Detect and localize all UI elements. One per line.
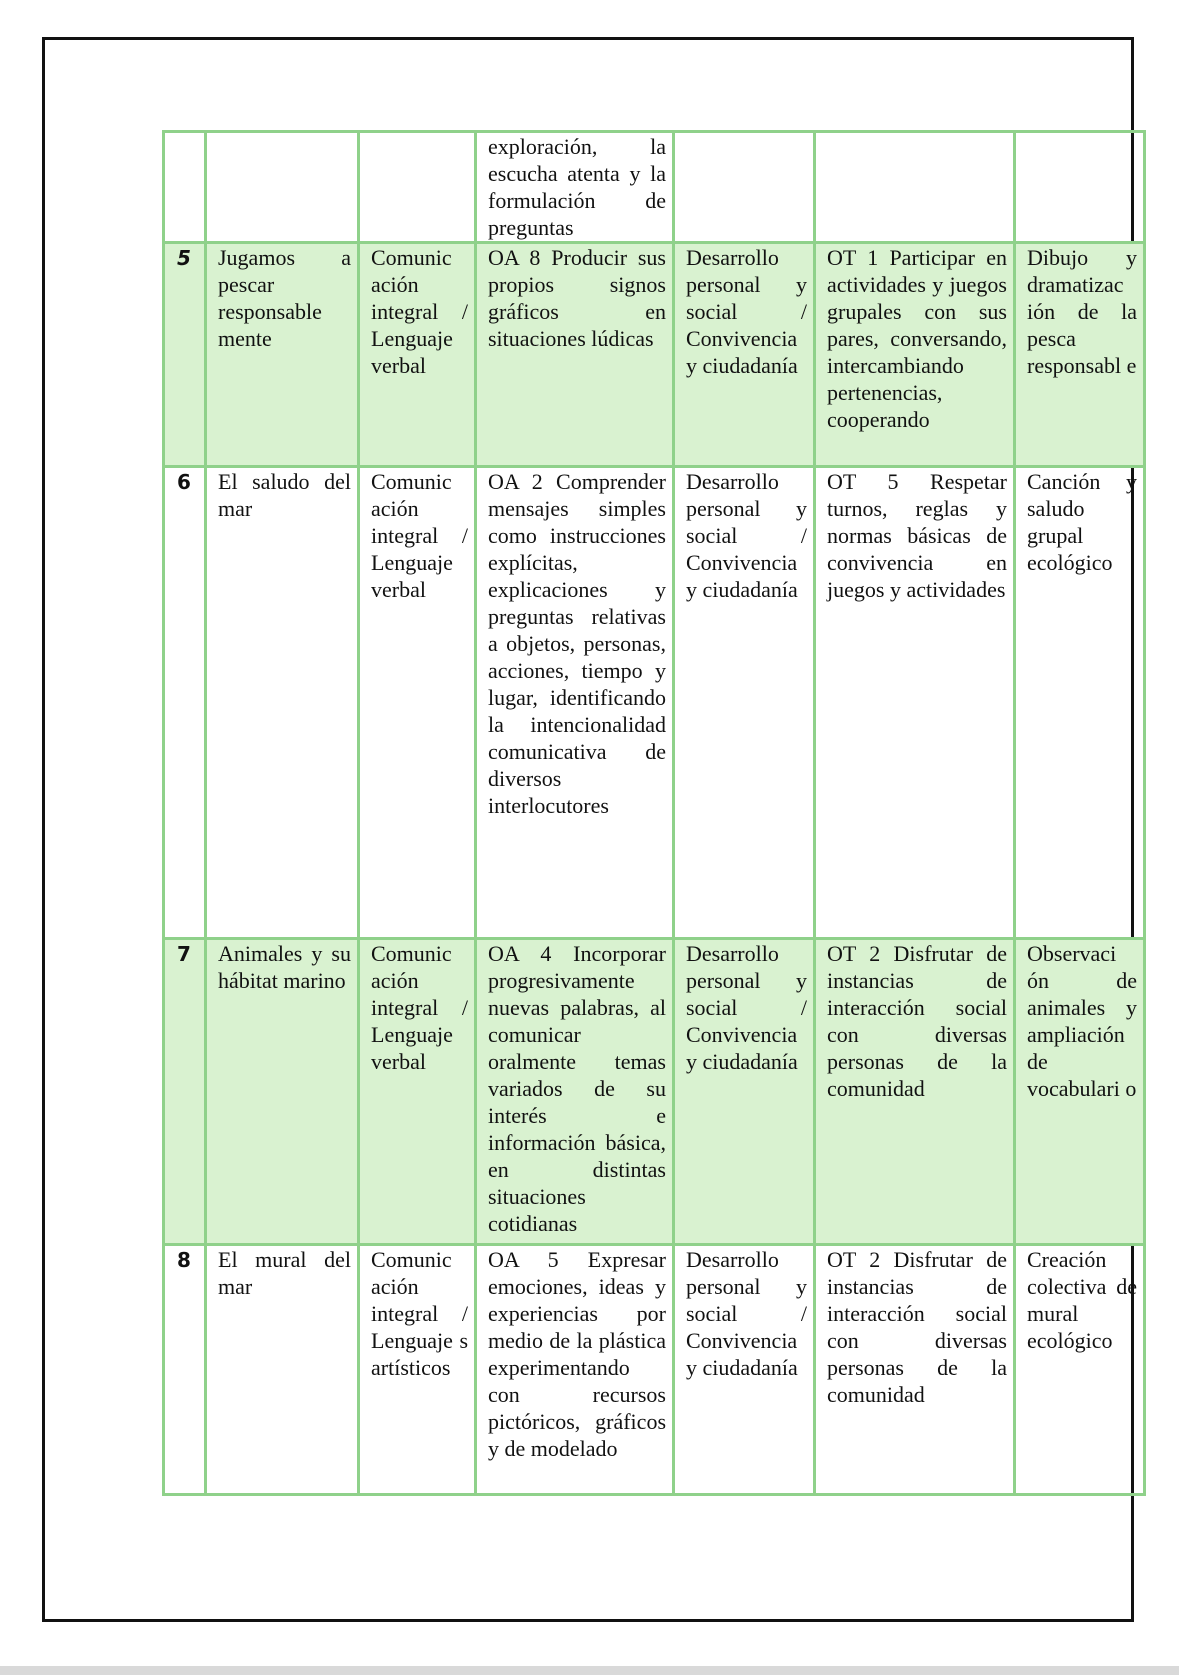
learning-objective: OA 8 Producir sus propios signos gráficos en situaciones lúdicas — [476, 243, 674, 467]
transversal-objective: OT 5 Respetar turnos, reglas y normas básicas de convivencia en juegos y actividades — [815, 467, 1015, 939]
learning-objective: OA 4 Incorporar progresivamente nuevas palabras, al comunicar oralmente temas variados de su interés e información básica, en distintas situaciones cotidianas — [476, 939, 674, 1245]
table-row — [164, 467, 1145, 939]
learning-objective: OA 5 Expresar emociones, ideas y experiencias por medio de la plástica experimentando con recursos pictóricos, gráficos y de modelado — [476, 1245, 674, 1495]
session-number — [164, 132, 206, 243]
scope: Desarrollo personal y social / Convivencia y ciudadanía — [674, 467, 815, 939]
learning-area: Comunic ación integral / Lenguaje verbal — [359, 243, 476, 467]
scope — [674, 132, 815, 243]
table-row — [164, 132, 1145, 243]
lesson-plan-table — [162, 130, 1146, 1496]
strategy — [1015, 132, 1145, 243]
transversal-objective: OT 2 Disfrutar de instancias de interacción social con diversas personas de la comunidad — [815, 1245, 1015, 1495]
strategy: Observaci ón de animales y ampliación de vocabulari o — [1015, 939, 1145, 1245]
scope: Desarrollo personal y social / Convivencia y ciudadanía — [674, 939, 815, 1245]
session-number: 8 — [164, 1245, 206, 1495]
learning-objective: OA 2 Comprender mensajes simples como instrucciones explícitas, explicaciones y preguntas relativas a objetos, personas, acciones, tiempo y lugar, identificando la intencionalidad comunicativa de diversos interlocutores — [476, 467, 674, 939]
session-number: 7 — [164, 939, 206, 1245]
strategy: Canción y saludo grupal ecológico — [1015, 467, 1145, 939]
learning-area: Comunic ación integral / Lenguaje verbal — [359, 939, 476, 1245]
activity-name: Animales y su hábitat marino — [206, 939, 359, 1245]
table-row — [164, 243, 1145, 467]
activity-name — [206, 132, 359, 243]
learning-area — [359, 132, 476, 243]
learning-area: Comunic ación integral / Lenguaje s artísticos — [359, 1245, 476, 1495]
transversal-objective: OT 2 Disfrutar de instancias de interacción social con diversas personas de la comunidad — [815, 939, 1015, 1245]
table-row — [164, 939, 1145, 1245]
learning-objective: exploración, la escucha atenta y la formulación de preguntas — [476, 132, 674, 243]
activity-name: Jugamos a pescar responsable mente — [206, 243, 359, 467]
activity-name: El mural del mar — [206, 1245, 359, 1495]
session-number: 5 — [164, 243, 206, 467]
transversal-objective: OT 1 Participar en actividades y juegos grupales con sus pares, conversando, intercambiando pertenencias, cooperando — [815, 243, 1015, 467]
strategy: Dibujo y dramatizac ión de la pesca responsabl e — [1015, 243, 1145, 467]
learning-area: Comunic ación integral / Lenguaje verbal — [359, 467, 476, 939]
viewer-bottom-bar — [0, 1666, 1179, 1675]
table-row — [164, 1245, 1145, 1495]
strategy: Creación colectiva de mural ecológico — [1015, 1245, 1145, 1495]
scope: Desarrollo personal y social / Convivencia y ciudadanía — [674, 1245, 815, 1495]
activity-name: El saludo del mar — [206, 467, 359, 939]
transversal-objective — [815, 132, 1015, 243]
session-number: 6 — [164, 467, 206, 939]
scope: Desarrollo personal y social / Convivencia y ciudadanía — [674, 243, 815, 467]
